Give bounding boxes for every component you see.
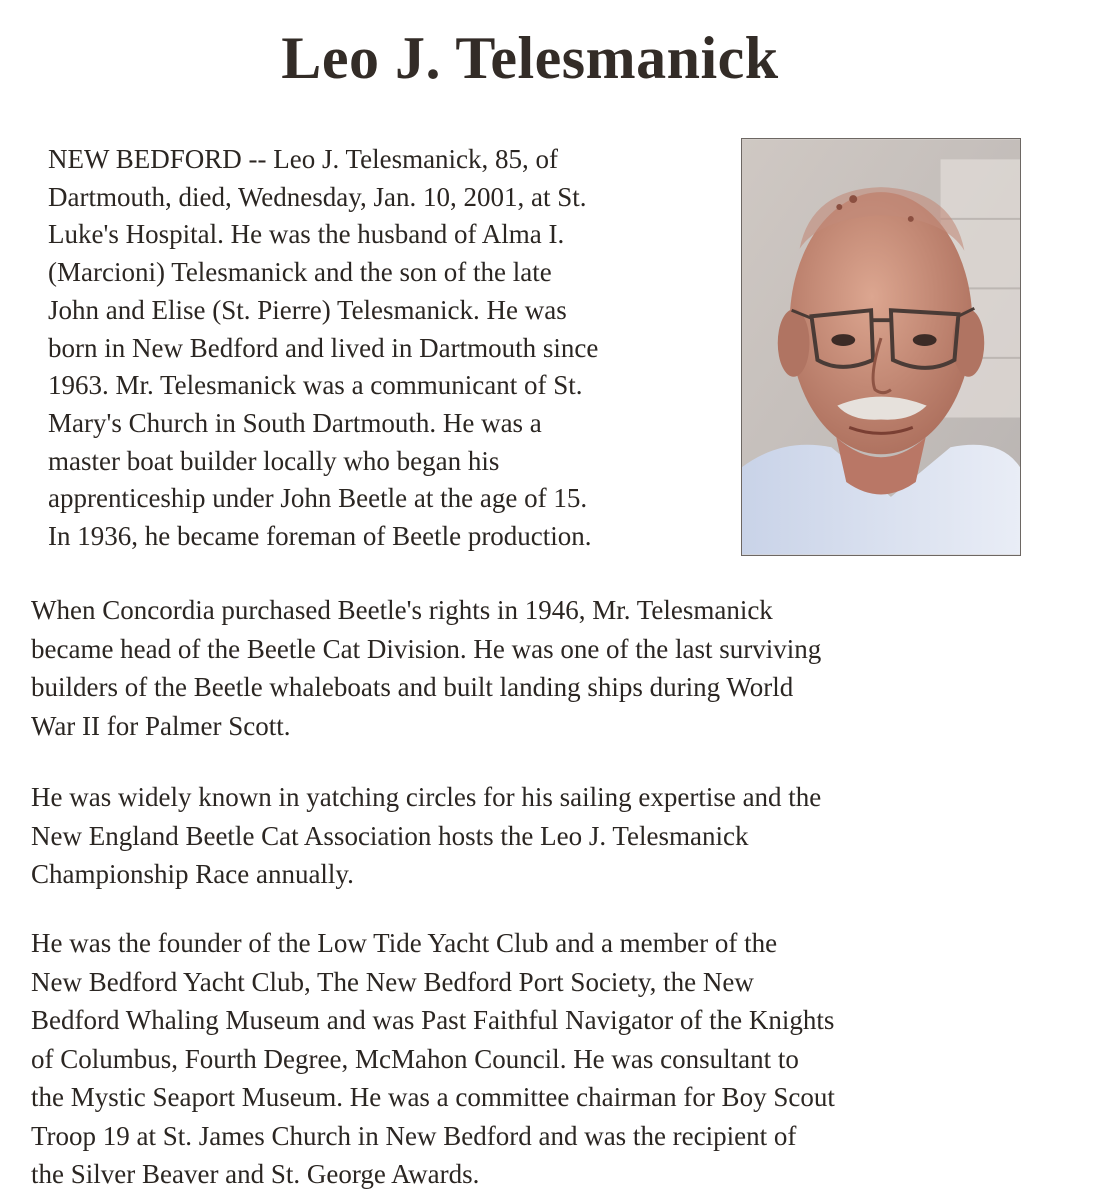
text-line: the Silver Beaver and St. George Awards. <box>31 1159 480 1189</box>
paragraph-sailing <box>31 778 1071 894</box>
text-line: builders of the Beetle whaleboats and built landing ships during World <box>31 672 794 702</box>
text-line: apprenticeship under John Beetle at the age of 15. <box>48 483 588 514</box>
text-line: Troop 19 at St. James Church in New Bedford and was the recipient of <box>31 1120 797 1151</box>
text-line: (Marcioni) Telesmanick and the son of the late <box>48 257 552 288</box>
paragraph-memberships <box>31 924 1071 1194</box>
portrait-illustration <box>742 139 1020 555</box>
text-line: Dartmouth, died, Wednesday, Jan. 10, 2001, at St. <box>48 181 587 212</box>
lead-paragraph <box>48 141 738 556</box>
text-line: New Bedford Yacht Club, The New Bedford Port Society, the New <box>31 966 754 997</box>
text-line: of Columbus, Fourth Degree, McMahon Council. He was consultant to <box>31 1043 799 1074</box>
text-line: Championship Race annually. <box>31 859 354 889</box>
text-line: Bedford Whaling Museum and was Past Faithful Navigator of the Knights <box>31 1005 835 1035</box>
text-line: Mary's Church in South Dartmouth. He was a <box>48 407 542 438</box>
text-line: NEW BEDFORD -- Leo J. Telesmanick, 85, of <box>48 144 559 174</box>
text-line: 1963. Mr. Telesmanick was a communicant of St. <box>48 370 583 401</box>
text-line: Luke's Hospital. He was the husband of Alma I. <box>48 219 565 250</box>
text-line: became head of the Beetle Cat Division. He was one of the last surviving <box>31 633 822 664</box>
text-line: He was the founder of the Low Tide Yacht Club and a member of the <box>31 928 778 958</box>
text-line: the Mystic Seaport Museum. He was a committee chairman for Boy Scout <box>31 1082 835 1112</box>
text-line: master boat builder locally who began his <box>48 445 500 476</box>
portrait-photo <box>741 138 1021 556</box>
text-line: When Concordia purchased Beetle's rights in 1946, Mr. Telesmanick <box>31 595 773 625</box>
page-title: Leo J. Telesmanick <box>281 25 779 91</box>
text-line: John and Elise (St. Pierre) Telesmanick. He was <box>48 294 567 325</box>
text-line: New England Beetle Cat Association hosts the Leo J. Telesmanick <box>31 820 749 851</box>
text-line: born in New Bedford and lived in Dartmouth since <box>48 332 599 363</box>
text-line: He was widely known in yatching circles for his sailing expertise and the <box>31 782 822 812</box>
text-line: War II for Palmer Scott. <box>31 710 291 741</box>
text-line: In 1936, he became foreman of Beetle production. <box>48 521 592 552</box>
paragraph-concordia <box>31 591 1071 745</box>
